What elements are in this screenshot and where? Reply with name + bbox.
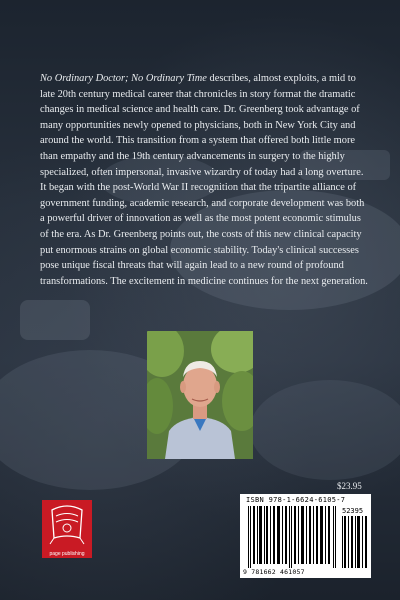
- isbn-barcode: [240, 494, 371, 578]
- barcode-bars: [248, 506, 338, 568]
- blurb-text: describes, almost exploits, a mid to late 20th century medical career that chronicles in story format the dramatic changes in medical science and health care. Dr. Greenberg took advantage of many opportunities newly opened to physicians, both in New York City and around the world. This transition from a system that offered both little more than empathy and the 19th century advancements in surgery to the highly specialized, often impersonal, invasive wizardry of today had a long overture. It began with the post-World War II recognition that the tripartite alliance of government funding, academic research, and corporate development was both a powerful driver of innovation as well as the most potent economic stimulus of the era. As Dr. Greenberg points out, the costs of this new clinical capacity put enormous strains on global economic stability. Today's clinical successes pose unique fiscal threats that will again lead to a new round of profound transformations. The excitement in medicine continues for the next generation.: [40, 73, 368, 287]
- back-cover-blurb: [40, 71, 370, 289]
- author-photo: [147, 331, 253, 459]
- book-title: No Ordinary Doctor; No Ordinary Time: [40, 73, 207, 84]
- barcode-digits: 9 781662 461057: [243, 568, 305, 576]
- price-code: 52395: [342, 507, 364, 515]
- publisher-emblem-icon: [42, 500, 92, 550]
- publisher-name: page publishing: [49, 551, 85, 557]
- price-barcode-bars: [342, 516, 368, 568]
- price: $23.95: [337, 481, 362, 491]
- isbn-text: ISBN 978-1-6624-6105-7: [246, 496, 346, 504]
- publisher-logo: [42, 500, 92, 558]
